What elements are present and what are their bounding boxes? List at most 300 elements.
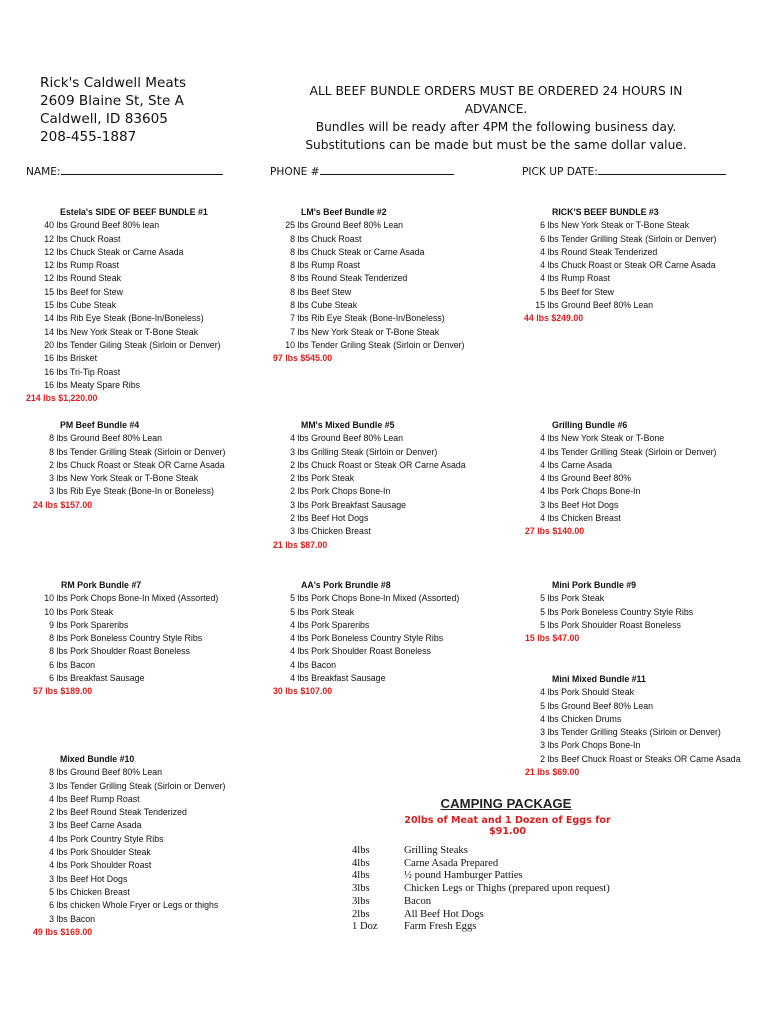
bundle-item	[524, 233, 716, 246]
item-description: lbs Ground Beef 80% lean	[54, 220, 160, 231]
bundle-item	[274, 619, 459, 632]
item-quantity: 2	[49, 459, 54, 470]
item-description: lbs Pork Shoulder Roast Boneless	[54, 646, 190, 657]
bundle-item	[274, 459, 466, 472]
item-description: lbs Rib Eye Steak (Bone-In/Boneless)	[54, 313, 204, 324]
item-quantity: 4	[540, 446, 545, 457]
bundle-title: RICK'S BEEF BUNDLE #3	[552, 207, 659, 217]
item-description: lbs Chicken Breast	[545, 513, 621, 524]
item-description: lbs Pork Boneless Country Style Ribs	[295, 633, 444, 644]
item-quantity: 8	[49, 446, 54, 457]
item-description: lbs Pork Spareribs	[54, 619, 129, 630]
notice-line-1: ALL BEEF BUNDLE ORDERS MUST BE ORDERED 24 HOURS IN ADVANCE.	[309, 84, 683, 116]
bundle-item	[524, 499, 716, 512]
pickup-blank[interactable]	[598, 164, 726, 175]
item-quantity: 3	[290, 526, 295, 537]
bundle-5	[274, 419, 466, 552]
bundle-item	[274, 286, 465, 299]
camping-package-subtitle: 20lbs of Meat and 1 Dozen of Eggs for $91.00	[404, 815, 611, 837]
item-description: lbs New York Steak or T-Bone	[545, 433, 665, 444]
item-description: lbs Beef for Stew	[545, 286, 614, 297]
item-quantity: 4	[290, 433, 295, 444]
item-quantity: 15	[44, 286, 54, 297]
bundle-title: Grilling Bundle #6	[552, 420, 628, 430]
camping-item-quantity: 1 Doz	[352, 921, 378, 933]
camping-item-quantity: 4lbs	[352, 857, 370, 869]
item-description: lbs Pork Country Style Ribs	[54, 833, 164, 844]
store-phone: 208-455-1887	[40, 129, 137, 145]
item-description: lbs Tender Grilling Steak (Sirloin or Denver)	[545, 446, 717, 457]
item-quantity: 4	[540, 433, 545, 444]
bundle-item	[524, 446, 716, 459]
phone-label: PHONE #	[270, 166, 320, 178]
item-quantity: 4	[540, 513, 545, 524]
item-description: lbs Grilling Steak (Sirloin or Denver)	[295, 446, 438, 457]
item-quantity: 25	[285, 220, 295, 231]
name-blank[interactable]	[61, 164, 223, 175]
bundle-item	[274, 512, 466, 525]
item-description: lbs Bacon	[54, 659, 96, 670]
bundle-1	[26, 206, 221, 405]
bundle-item	[524, 299, 716, 312]
item-description: lbs Tender Grilling Steak (Sirloin or Denver)	[545, 233, 717, 244]
camping-item-description: Carne Asada Prepared	[404, 857, 499, 869]
bundle-item	[274, 499, 466, 512]
bundle-item	[274, 259, 465, 272]
item-description: lbs Pork Shoulder Steak	[54, 847, 151, 858]
bundle-item	[524, 459, 716, 472]
item-quantity: 4	[49, 833, 54, 844]
bundle-item	[33, 272, 221, 285]
item-quantity: 10	[44, 606, 54, 617]
item-quantity: 5	[290, 606, 295, 617]
item-quantity: 4	[290, 646, 295, 657]
bundle-item	[274, 525, 466, 538]
item-quantity: 3	[49, 473, 54, 484]
item-quantity: 16	[44, 353, 54, 364]
item-quantity: 15	[44, 300, 54, 311]
item-quantity: 8	[290, 273, 295, 284]
bundle-total: 97 lbs $545.00	[273, 353, 333, 364]
camping-item	[352, 909, 610, 922]
bundle-item	[274, 312, 465, 325]
item-quantity: 3	[49, 913, 54, 924]
item-quantity: 8	[49, 433, 54, 444]
item-quantity: 16	[44, 366, 54, 377]
bundle-item	[274, 592, 459, 605]
bundle-7	[33, 579, 218, 699]
bundle-total: 15 lbs $47.00	[525, 633, 580, 644]
bundle-item	[33, 913, 225, 926]
item-quantity: 2	[290, 486, 295, 497]
item-quantity: 3	[540, 499, 545, 510]
item-quantity: 3	[290, 446, 295, 457]
store-city: Caldwell, ID 83605	[40, 111, 168, 127]
item-quantity: 2	[290, 459, 295, 470]
bundle-item	[33, 619, 218, 632]
bundle-title: Estela's SIDE OF BEEF BUNDLE #1	[60, 207, 208, 217]
item-quantity: 8	[49, 646, 54, 657]
item-quantity: 10	[285, 339, 295, 350]
item-description: lbs Pork Boneless Country Style Ribs	[545, 606, 694, 617]
item-quantity: 40	[44, 220, 54, 231]
bundle-total: 21 lbs $69.00	[525, 767, 580, 778]
item-quantity: 4	[290, 673, 295, 684]
item-quantity: 20	[44, 339, 54, 350]
item-description: lbs Carne Asada	[545, 459, 612, 470]
item-quantity: 4	[49, 860, 54, 871]
bundle-item	[274, 233, 465, 246]
camping-package-list	[352, 845, 610, 934]
bundle-item	[524, 286, 716, 299]
item-description: lbs Chuck Roast or Steak OR Carne Asada	[295, 459, 466, 470]
item-quantity: 6	[49, 900, 54, 911]
item-description: lbs Rump Roast	[295, 260, 361, 271]
bundle-item	[33, 806, 225, 819]
item-description: lbs Pork Chops Bone-In Mixed (Assorted)	[54, 593, 219, 604]
item-quantity: 2	[290, 473, 295, 484]
bundle-item	[524, 246, 716, 259]
bundle-9	[524, 579, 693, 645]
bundle-item	[274, 246, 465, 259]
item-description: lbs Rib Eye Steak (Bone-In/Boneless)	[295, 313, 445, 324]
item-description: lbs Round Steak Tenderized	[545, 246, 658, 257]
item-description: lbs Beef for Stew	[54, 286, 123, 297]
notice-line-2: Bundles will be ready after 4PM the following business day.	[315, 120, 677, 134]
item-quantity: 12	[44, 246, 54, 257]
bundle-title: RM Pork Bundle #7	[61, 580, 142, 590]
item-quantity: 6	[540, 233, 545, 244]
bundle-item	[524, 272, 716, 285]
bundle-item	[33, 312, 221, 325]
item-description: lbs Tender Grilling Steak (Sirloin or Denver)	[54, 446, 226, 457]
camping-item	[352, 858, 610, 871]
bundle-total: 30 lbs $107.00	[273, 686, 333, 697]
item-quantity: 8	[290, 286, 295, 297]
bundle-item	[274, 432, 466, 445]
item-description: lbs Pork Boneless Country Style Ribs	[54, 633, 203, 644]
bundle-item	[33, 859, 225, 872]
bundle-item	[33, 833, 225, 846]
store-address-block	[40, 74, 186, 146]
item-description: lbs Rump Roast	[54, 260, 120, 271]
item-quantity: 4	[540, 687, 545, 698]
item-quantity: 14	[44, 326, 54, 337]
bundle-item	[274, 485, 466, 498]
bundle-item	[274, 632, 459, 645]
bundle-item	[33, 659, 218, 672]
item-quantity: 3	[49, 820, 54, 831]
item-description: lbs Pork Chops Bone-In	[295, 486, 391, 497]
order-notice	[290, 82, 702, 154]
item-quantity: 6	[49, 673, 54, 684]
bundle-item	[524, 485, 716, 498]
item-quantity: 5	[49, 886, 54, 897]
bundle-item	[524, 753, 741, 766]
camping-item-quantity: 3lbs	[352, 895, 370, 907]
camping-item-quantity: 4lbs	[352, 870, 370, 882]
item-description: lbs Tri-Tip Roast	[54, 366, 121, 377]
camping-item	[352, 921, 610, 934]
bundle-total: 57 lbs $189.00	[33, 686, 93, 697]
camping-item-description: All Beef Hot Dogs	[404, 908, 484, 920]
item-quantity: 8	[290, 300, 295, 311]
name-label: NAME:	[26, 166, 61, 178]
item-description: lbs Breakfast Sausage	[54, 673, 145, 684]
item-quantity: 2	[290, 513, 295, 524]
item-quantity: 4	[290, 633, 295, 644]
item-quantity: 5	[540, 700, 545, 711]
item-quantity: 3	[49, 486, 54, 497]
bundle-item	[274, 299, 465, 312]
item-quantity: 3	[540, 740, 545, 751]
bundle-item	[33, 219, 221, 232]
item-quantity: 3	[49, 780, 54, 791]
bundle-2	[274, 206, 465, 366]
bundle-10	[33, 753, 225, 939]
item-description: lbs Pork Chops Bone-In	[545, 740, 641, 751]
item-quantity: 8	[49, 767, 54, 778]
bundle-title: Mini Pork Bundle #9	[552, 580, 637, 590]
name-field[interactable]	[26, 164, 223, 178]
item-quantity: 4	[540, 260, 545, 271]
bundle-item	[33, 819, 225, 832]
camping-item	[352, 883, 610, 896]
phone-blank[interactable]	[320, 164, 454, 175]
camping-item-quantity: 3lbs	[352, 883, 370, 895]
item-description: lbs Beef Chuck Roast or Steaks OR Carne Asada	[545, 753, 741, 764]
item-description: lbs Ground Beef 80% Lean	[545, 700, 654, 711]
item-description: lbs Pork Steak	[295, 606, 355, 617]
item-quantity: 4	[540, 273, 545, 284]
bundle-item	[524, 686, 741, 699]
item-description: lbs Round Steak	[54, 273, 121, 284]
item-description: lbs Cube Steak	[54, 300, 117, 311]
item-quantity: 12	[44, 233, 54, 244]
bundle-total: 21 lbs $87.00	[273, 539, 328, 550]
bundle-item	[524, 700, 741, 713]
bundle-item	[524, 606, 693, 619]
item-description: lbs Breakfast Sausage	[295, 673, 386, 684]
bundle-item	[274, 472, 466, 485]
item-description: lbs Chuck Steak or Carne Asada	[54, 246, 184, 257]
item-quantity: 4	[540, 486, 545, 497]
bundle-item	[33, 672, 218, 685]
item-description: lbs Bacon	[295, 659, 337, 670]
bundle-item	[33, 645, 218, 658]
item-quantity: 4	[540, 473, 545, 484]
bundle-item	[33, 366, 221, 379]
item-description: lbs Ground Beef 80% Lean	[54, 433, 163, 444]
item-quantity: 4	[290, 659, 295, 670]
item-description: lbs Pork Steak	[545, 593, 605, 604]
item-quantity: 2	[540, 753, 545, 764]
bundle-item	[33, 766, 225, 779]
camping-item	[352, 896, 610, 909]
bundle-item	[274, 272, 465, 285]
item-description: lbs Pork Breakfast Sausage	[295, 499, 406, 510]
bundle-item	[33, 846, 225, 859]
camping-item-description: Grilling Steaks	[404, 845, 468, 856]
item-description: lbs Pork Steak	[295, 473, 355, 484]
item-description: lbs Beef Hot Dogs	[545, 499, 619, 510]
bundle-item	[33, 326, 221, 339]
bundle-item	[274, 219, 465, 232]
camping-item-description: Bacon	[404, 895, 432, 907]
bundle-item	[524, 592, 693, 605]
item-description: lbs Pork Should Steak	[545, 687, 634, 698]
item-quantity: 10	[44, 593, 54, 604]
item-description: lbs Chicken Breast	[54, 886, 130, 897]
item-quantity: 8	[49, 633, 54, 644]
item-description: lbs Rib Eye Steak (Bone-In or Boneless)	[54, 486, 214, 497]
item-description: lbs Ground Beef 80% Lean	[545, 300, 654, 311]
bundle-item	[524, 726, 741, 739]
bundle-item	[33, 246, 221, 259]
item-description: lbs Chuck Steak or Carne Asada	[295, 246, 425, 257]
item-quantity: 4	[49, 847, 54, 858]
item-description: lbs Beef Stew	[295, 286, 352, 297]
bundle-item	[33, 286, 221, 299]
item-description: lbs Brisket	[54, 353, 98, 364]
bundle-item	[33, 606, 218, 619]
bundle-item	[33, 459, 225, 472]
bundle-item	[274, 339, 465, 352]
item-description: lbs Ground Beef 80%	[545, 473, 632, 484]
item-description: lbs New York Steak or T-Bone Steak	[295, 326, 440, 337]
item-quantity: 5	[540, 286, 545, 297]
item-description: lbs Pork Shoulder Roast Boneless	[295, 646, 431, 657]
bundle-item	[524, 619, 693, 632]
bundle-title: MM's Mixed Bundle #5	[301, 420, 395, 430]
item-quantity: 4	[290, 619, 295, 630]
bundle-item	[33, 352, 221, 365]
bundle-item	[33, 592, 218, 605]
camping-item	[352, 845, 610, 858]
bundle-item	[33, 339, 221, 352]
bundle-item	[33, 485, 225, 498]
bundle-total: 44 lbs $249.00	[524, 313, 584, 324]
item-quantity: 4	[49, 793, 54, 804]
bundle-item	[33, 632, 218, 645]
item-description: lbs Beef Hot Dogs	[295, 513, 369, 524]
bundle-item	[274, 645, 459, 658]
bundle-item	[524, 512, 716, 525]
item-description: lbs Cube Steak	[295, 300, 358, 311]
item-description: lbs Tender Grilling Steak (Sirloin or Denver)	[54, 780, 226, 791]
item-quantity: 8	[290, 233, 295, 244]
item-description: lbs Beef Rump Roast	[54, 793, 140, 804]
bundle-item	[274, 659, 459, 672]
item-quantity: 2	[49, 807, 54, 818]
bundle-item	[33, 899, 225, 912]
camping-item-quantity: 4lbs	[352, 845, 370, 856]
phone-field[interactable]	[270, 164, 454, 178]
item-description: lbs New York Steak or T-Bone Steak	[545, 220, 690, 231]
item-description: lbs Ground Beef 80% Lean	[54, 767, 163, 778]
item-description: lbs Chuck Roast	[295, 233, 362, 244]
pickup-label: PICK UP DATE:	[522, 166, 598, 178]
item-description: lbs Chuck Roast	[54, 233, 121, 244]
bundle-6	[524, 419, 716, 539]
item-description: lbs Pork Spareribs	[295, 619, 370, 630]
item-description: lbs Chuck Roast or Steak OR Carne Asada	[54, 459, 225, 470]
item-description: lbs Pork Shoulder Roast Boneless	[545, 619, 681, 630]
bundle-item	[33, 259, 221, 272]
camping-item-quantity: 2lbs	[352, 908, 370, 920]
camping-item	[352, 870, 610, 883]
item-description: lbs Meaty Spare Ribs	[54, 379, 141, 390]
bundle-title: Mixed Bundle #10	[60, 754, 135, 764]
bundle-item	[524, 739, 741, 752]
bundle-4	[33, 419, 225, 512]
bundle-title: PM Beef Bundle #4	[60, 420, 140, 430]
bundle-item	[274, 446, 466, 459]
item-description: lbs Beef Carne Asada	[54, 820, 142, 831]
item-quantity: 7	[290, 313, 295, 324]
bundle-item	[524, 472, 716, 485]
camping-package-title: CAMPING PACKAGE	[440, 796, 572, 811]
item-quantity: 4	[540, 713, 545, 724]
bundle-item	[274, 672, 459, 685]
bundle-item	[274, 606, 459, 619]
item-description: lbs Pork Chops Bone-In	[545, 486, 641, 497]
store-name: Rick's Caldwell Meats	[40, 75, 187, 91]
item-description: lbs Rump Roast	[545, 273, 611, 284]
item-description: lbs New York Steak or T-Bone Steak	[54, 473, 199, 484]
item-description: lbs Round Steak Tenderized	[295, 273, 408, 284]
bundle-item	[33, 472, 225, 485]
item-description: lbs Tender Giling Steak (Sirloin or Denver)	[54, 339, 221, 350]
item-quantity: 12	[44, 260, 54, 271]
item-quantity: 16	[44, 379, 54, 390]
bundle-item	[274, 326, 465, 339]
bundle-item	[33, 793, 225, 806]
camping-item-description: ½ pound Hamburger Patties	[404, 870, 523, 882]
item-quantity: 12	[44, 273, 54, 284]
bundle-item	[33, 299, 221, 312]
item-description: lbs Ground Beef 80% Lean	[295, 433, 404, 444]
bundle-total: 24 lbs $157.00	[33, 499, 93, 510]
bundle-item	[33, 873, 225, 886]
bundle-item	[33, 233, 221, 246]
item-quantity: 6	[49, 659, 54, 670]
item-quantity: 14	[44, 313, 54, 324]
pickup-date-field[interactable]	[522, 164, 726, 178]
item-quantity: 4	[540, 246, 545, 257]
bundle-8	[274, 579, 459, 699]
bundle-item	[33, 432, 225, 445]
item-description: lbs Tender Grilling Steaks (Sirloin or Denver)	[545, 727, 721, 738]
item-quantity: 15	[535, 300, 545, 311]
item-quantity: 7	[290, 326, 295, 337]
item-quantity: 5	[540, 619, 545, 630]
camping-item-description: Farm Fresh Eggs	[404, 921, 477, 933]
bundle-title: Mini Mixed Bundle #11	[552, 674, 646, 684]
item-description: lbs Chuck Roast or Steak OR Carne Asada	[545, 260, 716, 271]
item-description: lbs Beef Hot Dogs	[54, 873, 128, 884]
bundle-item	[33, 446, 225, 459]
bundle-3	[524, 206, 716, 326]
bundle-item	[524, 713, 741, 726]
bundle-11	[524, 673, 741, 779]
bundle-total: 27 lbs $140.00	[525, 526, 585, 537]
item-quantity: 5	[540, 606, 545, 617]
item-description: lbs Beef Round Steak Tenderized	[54, 807, 187, 818]
item-quantity: 5	[290, 593, 295, 604]
item-description: lbs Ground Beef 80% Lean	[295, 220, 404, 231]
item-quantity: 5	[540, 593, 545, 604]
